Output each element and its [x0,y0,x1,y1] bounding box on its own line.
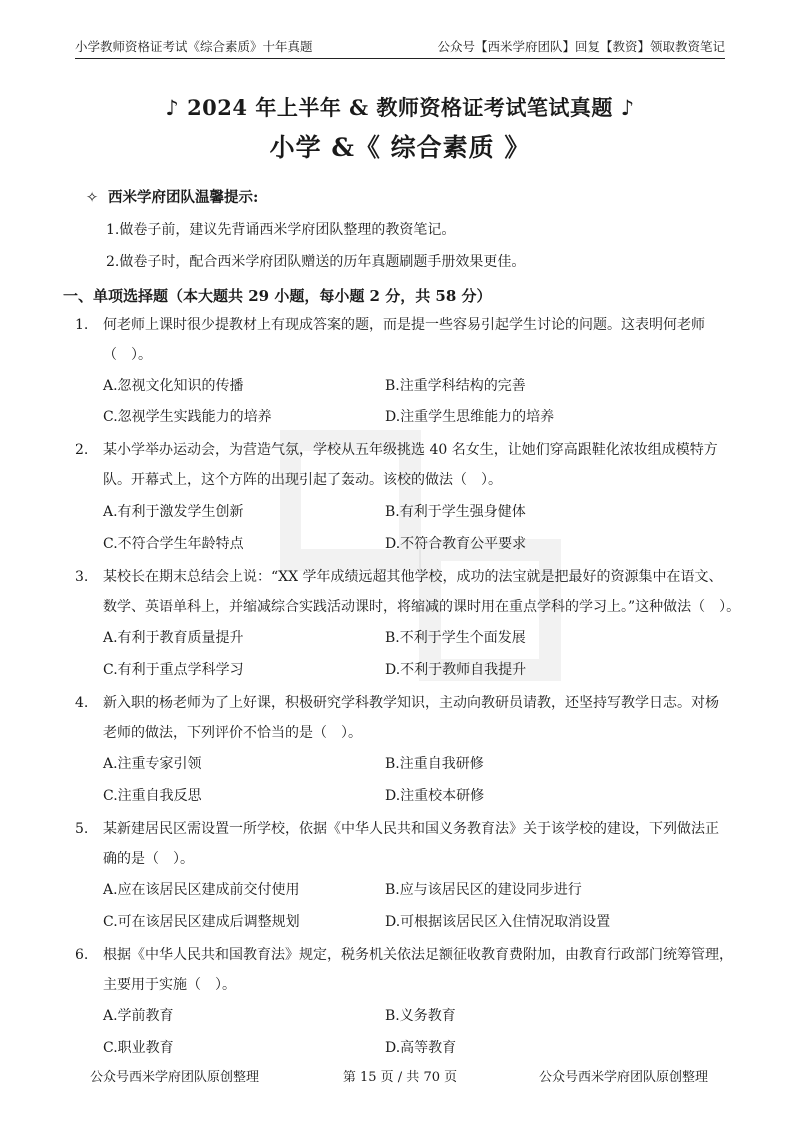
question-text-cont: 数学、英语单科上，并缩减综合实践活动课时，将缩减的课时用在重点学科的学习上。”这种做法（ ）。 [103,599,741,615]
page-header [75,36,725,59]
option-b: B.注重自我研修 [385,756,484,772]
question-text-cont: 队。开幕式上，这个方阵的出现引起了轰动。该校的做法（ ）。 [103,472,502,488]
section-title: 一、单项选择题（本大题共 29 小题，每小题 2 分，共 58 分） [63,287,492,305]
footer-right: 公众号西米学府团队原创整理 [538,1070,708,1085]
tips-title: 西米学府团队温馨提示: [108,189,259,206]
page-title: ♪ 2024 年上半年 & 教师资格证考试笔试真题 ♪ [165,95,635,120]
option-b: B.注重学科结构的完善 [385,378,526,394]
option-c: C.可在该居民区建成后调整规划 [103,914,300,930]
header-right: 公众号【西米学府团队】回复【教资】领取教资笔记 [437,39,725,54]
option-d: D.注重校本研修 [385,788,485,804]
page-footer [0,1066,800,1086]
option-a: A.应在该居民区建成前交付使用 [103,882,300,898]
tip-item: 2.做卷子时，配合西米学府团队赠送的历年真题刷题手册效果更佳。 [106,254,526,270]
header-left: 小学教师资格证考试《综合素质》十年真题 [75,39,313,54]
option-a: A.学前教育 [103,1008,174,1024]
option-b: B.不利于学生个面发展 [385,630,526,646]
question-text: 根据《中华人民共和国教育法》规定，税务机关依法足额征收教育费附加，由教育行政部门统筹管理， [103,947,733,963]
option-a: A.忽视文化知识的传播 [103,378,244,394]
option-c: C.有利于重点学科学习 [103,662,244,678]
page-subtitle: 小学 &《 综合素质 》 [269,133,531,162]
option-b: B.义务教育 [385,1008,456,1024]
option-d: D.可根据该居民区入住情况取消设置 [385,914,611,930]
question-number: 4. [75,695,89,711]
option-a: A.有利于教育质量提升 [103,630,244,646]
question-text: 某校长在期末总结会上说：“XX 学年成绩远超其他学校，成功的法宝就是把最好的资源集中在语文、 [103,569,723,585]
question-text: 某新建居民区需设置一所学校，依据《中华人民共和国义务教育法》关于该学校的建设，下列做法正 [103,821,719,837]
question-number: 3. [75,569,89,585]
footer-left: 公众号西米学府团队原创整理 [90,1070,260,1085]
option-b: B.有利于学生强身健体 [385,504,526,520]
question-number: 6. [75,947,89,963]
question-number: 5. [75,821,89,837]
option-c: C.不符合学生年龄特点 [103,536,244,552]
diamond-icon: ✧ [86,190,99,206]
question-text: 新入职的杨老师为了上好课，积极研究学科教学知识，主动向教研员请教，还坚持写教学日志。对杨 [103,695,719,711]
question-number: 1. [75,317,89,333]
option-d: D.注重学生思维能力的培养 [385,409,555,425]
option-c: C.职业教育 [103,1040,174,1056]
question-text: 何老师上课时很少提教材上有现成答案的题，而是提一些容易引起学生讨论的问题。这表明何老师 [103,317,705,333]
option-b: B.应与该居民区的建设同步进行 [385,882,582,898]
question-text-cont: 主要用于实施（ ）。 [103,977,236,993]
tip-item: 1.做卷子前，建议先背诵西米学府团队整理的教资笔记。 [106,222,456,238]
question-text-cont: 确的是（ ）。 [103,851,194,867]
page-number: 第 15 页 / 共 70 页 [342,1070,458,1085]
question-text-cont: 老师的做法，下列评价不恰当的是（ ）。 [103,725,362,741]
question-number: 2. [75,442,89,458]
question-text: 某小学举办运动会，为营造气氛，学校从五年级挑选 40 名女生，让她们穿高跟鞋化浓妆组成模特方 [103,442,718,458]
option-d: D.不符合教育公平要求 [385,536,527,552]
option-d: D.高等教育 [385,1040,457,1056]
option-d: D.不利于教师自我提升 [385,662,527,678]
tips-heading [86,186,258,207]
option-c: C.注重自我反思 [103,788,202,804]
option-c: C.忽视学生实践能力的培养 [103,409,272,425]
option-a: A.有利于激发学生创新 [103,504,244,520]
option-a: A.注重专家引领 [103,756,202,772]
question-text-cont: （ ）。 [103,347,152,363]
